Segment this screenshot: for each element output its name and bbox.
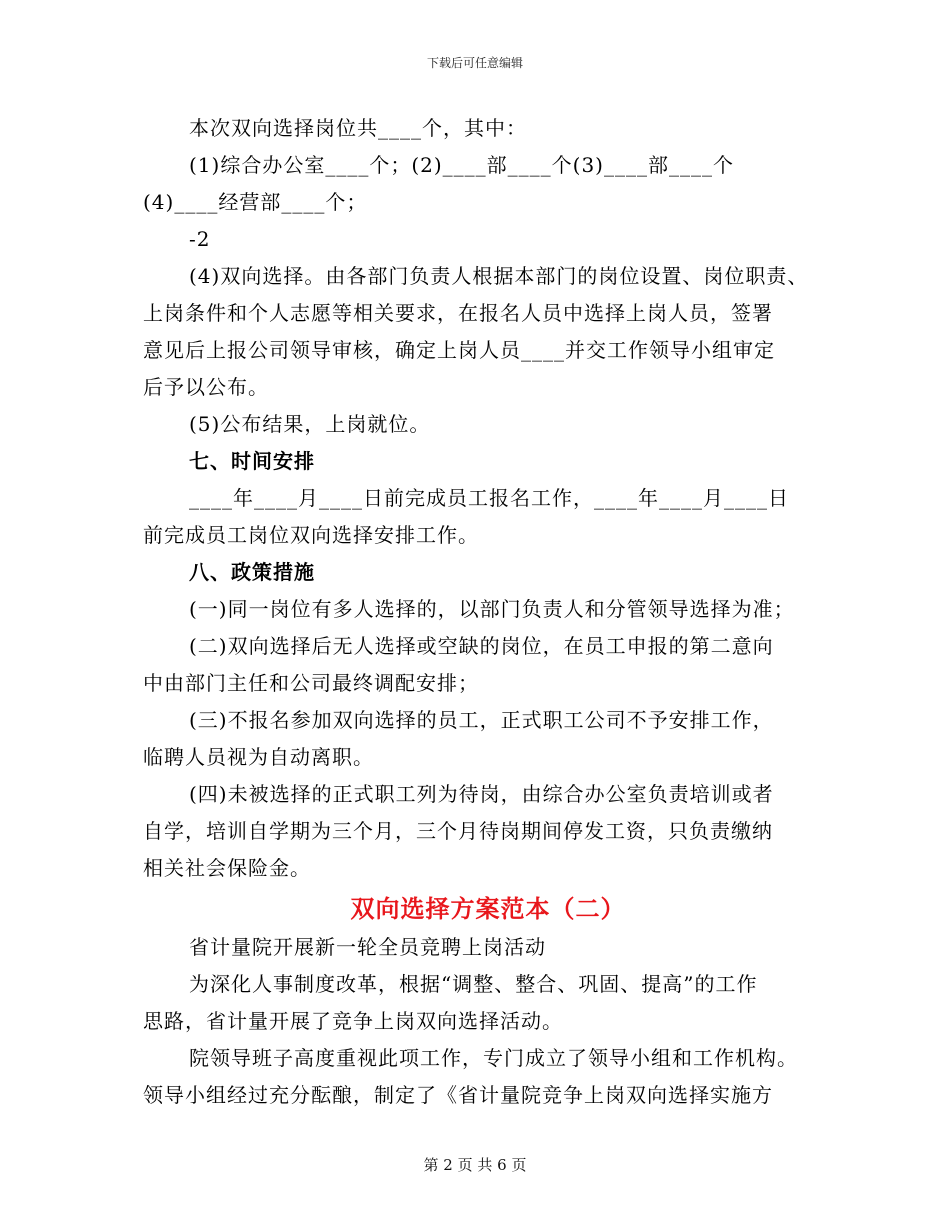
- paragraph-line: (一)同一岗位有多人选择的，以部门负责人和分管领导选择为准；: [189, 597, 795, 621]
- paragraph-line: (4)双向选择。由各部门负责人根据本部门的岗位设置、岗位职责、: [189, 264, 809, 288]
- paragraph-line: 前完成员工岗位双向选择安排工作。: [143, 523, 479, 547]
- paragraph-line: 上岗条件和个人志愿等相关要求，在报名人员中选择上岗人员，签署: [143, 301, 773, 325]
- paragraph-line: 临聘人员视为自动离职。: [143, 745, 374, 769]
- paragraph-line: (5)公布结果，上岗就位。: [189, 412, 431, 436]
- paragraph-line: 院领导班子高度重视此项工作，专门成立了领导小组和工作机构。: [189, 1046, 798, 1070]
- paragraph-line: -2: [189, 227, 211, 251]
- page-number: 第 2 页 共 6 页: [423, 1156, 527, 1174]
- paragraph-line: (三)不报名参加双向选择的员工，正式职工公司不予安排工作，: [189, 708, 774, 732]
- paragraph-line: 意见后上报公司领导审核，确定上岗人员____并交工作领导小组审定: [143, 338, 775, 362]
- paragraph-line: (1)综合办公室____个；(2)____部____个(3)____部____个: [189, 153, 734, 177]
- paragraph-line: 相关社会保险金。: [143, 856, 311, 880]
- header-note: 下载后可任意编辑: [426, 56, 523, 70]
- paragraph-line: 后予以公布。: [143, 375, 269, 399]
- section-title: 双向选择方案范本（二）: [350, 894, 626, 923]
- paragraph-line: 中由部门主任和公司最终调配安排；: [143, 671, 479, 695]
- section-heading: 八、政策措施: [189, 560, 315, 584]
- paragraph-line: 自学，培训自学期为三个月，三个月待岗期间停发工资，只负责缴纳: [143, 819, 773, 843]
- paragraph-line: 为深化人事制度改革，根据“调整、整合、巩固、提高”的工作: [189, 972, 758, 996]
- paragraph-line: 思路，省计量开展了竞争上岗双向选择活动。: [143, 1009, 563, 1033]
- paragraph-line: (4)____经营部____个；: [143, 190, 368, 214]
- paragraph-line: (四)未被选择的正式职工列为待岗，由综合办公室负责培训或者: [189, 782, 774, 806]
- paragraph-line: (二)双向选择后无人选择或空缺的岗位，在员工申报的第二意向: [189, 634, 774, 658]
- paragraph-line: 省计量院开展新一轮全员竞聘上岗活动: [189, 935, 546, 959]
- paragraph-line: ____年____月____日前完成员工报名工作，____年____月____日: [189, 486, 789, 510]
- document-body: [143, 110, 833, 1114]
- paragraph-line: 本次双向选择岗位共____个，其中：: [189, 116, 527, 140]
- paragraph-line: 领导小组经过充分酝酿，制定了《省计量院竞争上岗双向选择实施方: [143, 1083, 773, 1107]
- section-heading: 七、时间安排: [189, 449, 315, 473]
